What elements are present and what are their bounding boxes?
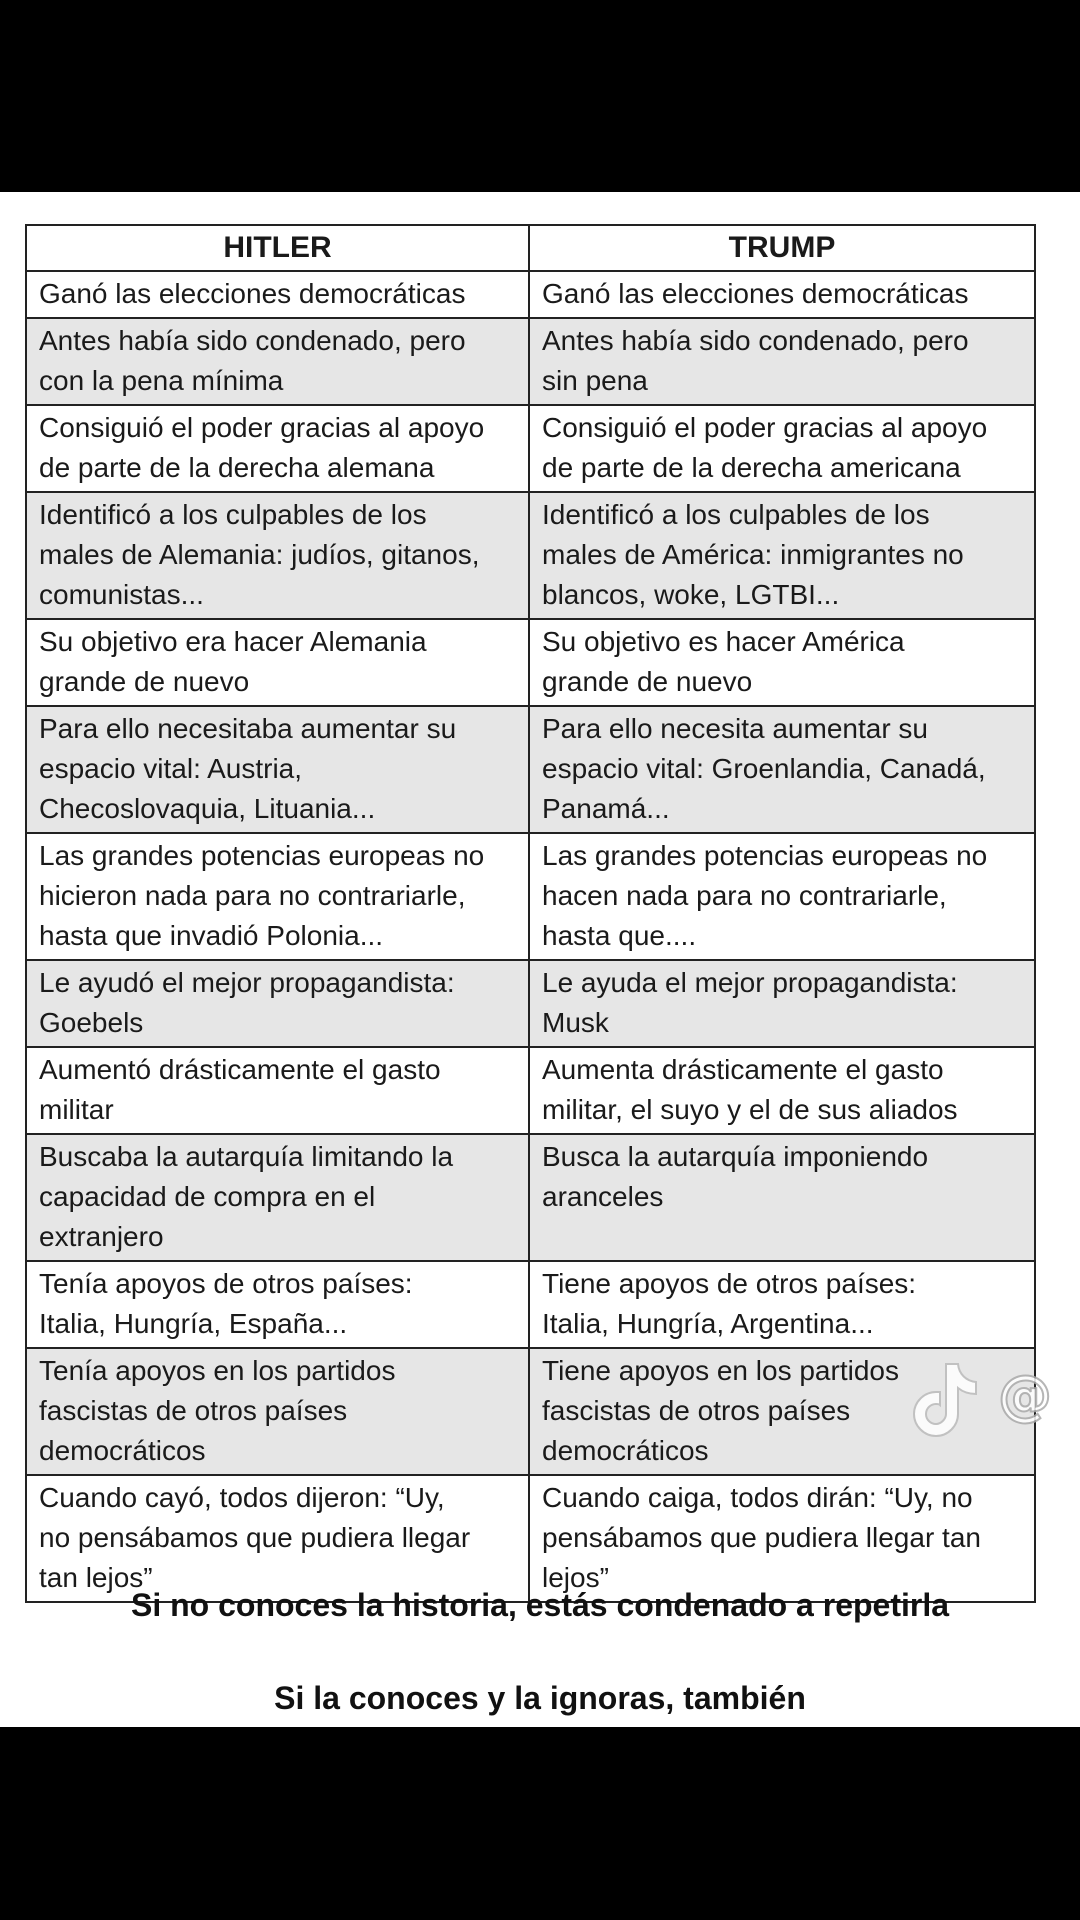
cell-hitler: Le ayudó el mejor propagandista: Goebels <box>26 960 529 1047</box>
cell-hitler: Tenía apoyos en los partidos fascistas de otros países democráticos <box>26 1348 529 1475</box>
table-row <box>26 960 1035 1047</box>
cell-hitler: Buscaba la autarquía limitando la capacidad de compra en el extranjero <box>26 1134 529 1261</box>
cell-hitler: Para ello necesitaba aumentar su espacio vital: Austria, Checoslovaquia, Lituania... <box>26 706 529 833</box>
cell-trump: Consiguió el poder gracias al apoyo de parte de la derecha americana <box>529 405 1035 492</box>
cell-trump: Cuando caiga, todos dirán: “Uy, no pensábamos que pudiera llegar tan lejos” <box>529 1475 1035 1602</box>
cell-trump: Tiene apoyos de otros países: Italia, Hungría, Argentina... <box>529 1261 1035 1348</box>
table-header-row <box>26 225 1035 271</box>
cell-hitler: Consiguió el poder gracias al apoyo de parte de la derecha alemana <box>26 405 529 492</box>
column-header-trump: TRUMP <box>529 225 1035 271</box>
cell-hitler: Las grandes potencias europeas no hicieron nada para no contrariarle, hasta que invadió Polonia... <box>26 833 529 960</box>
cell-hitler: Ganó las elecciones democráticas <box>26 271 529 318</box>
cell-hitler: Aumentó drásticamente el gasto militar <box>26 1047 529 1134</box>
cell-trump: Busca la autarquía imponiendo aranceles <box>529 1134 1035 1261</box>
table-row <box>26 318 1035 405</box>
table-row <box>26 1134 1035 1261</box>
table-row <box>26 1261 1035 1348</box>
tiktok-logo-icon <box>902 1358 1062 1438</box>
table-row <box>26 492 1035 619</box>
footer-quote-line-1: Si no conoces la historia, estás condenado a repetirla <box>130 1587 950 1623</box>
cell-hitler: Antes había sido condenado, pero con la pena mínima <box>26 318 529 405</box>
comparison-table <box>25 224 1036 1603</box>
table-row <box>26 1475 1035 1602</box>
table-row <box>26 619 1035 706</box>
cell-trump: Ganó las elecciones democráticas <box>529 271 1035 318</box>
table-row <box>26 405 1035 492</box>
cell-trump: Su objetivo es hacer América grande de nuevo <box>529 619 1035 706</box>
cell-trump: Antes había sido condenado, pero sin pena <box>529 318 1035 405</box>
cell-trump: Aumenta drásticamente el gasto militar, el suyo y el de sus aliados <box>529 1047 1035 1134</box>
tiktok-watermark <box>902 1358 1062 1438</box>
cell-hitler: Tenía apoyos de otros países: Italia, Hungría, España... <box>26 1261 529 1348</box>
cell-trump: Tiene apoyos en los partidos fascistas de otros países democráticos <box>529 1348 1035 1475</box>
cell-trump: Para ello necesita aumentar su espacio vital: Groenlandia, Canadá, Panamá... <box>529 706 1035 833</box>
table-row <box>26 833 1035 960</box>
at-symbol: @ <box>998 1364 1052 1427</box>
cell-hitler: Identificó a los culpables de los males de Alemania: judíos, gitanos, comunistas... <box>26 492 529 619</box>
cell-hitler: Su objetivo era hacer Alemania grande de nuevo <box>26 619 529 706</box>
cell-trump: Las grandes potencias europeas no hacen nada para no contrariarle, hasta que.... <box>529 833 1035 960</box>
cell-hitler: Cuando cayó, todos dijeron: “Uy, no pensábamos que pudiera llegar tan lejos” <box>26 1475 529 1602</box>
table-row <box>26 1047 1035 1134</box>
table-row <box>26 706 1035 833</box>
column-header-hitler: HITLER <box>26 225 529 271</box>
cell-trump: Le ayuda el mejor propagandista: Musk <box>529 960 1035 1047</box>
cell-trump: Identificó a los culpables de los males de América: inmigrantes no blancos, woke, LGTBI... <box>529 492 1035 619</box>
footer-quote-line-2: Si la conoces y la ignoras, también <box>274 1680 806 1716</box>
table-row <box>26 271 1035 318</box>
table-row <box>26 1348 1035 1475</box>
